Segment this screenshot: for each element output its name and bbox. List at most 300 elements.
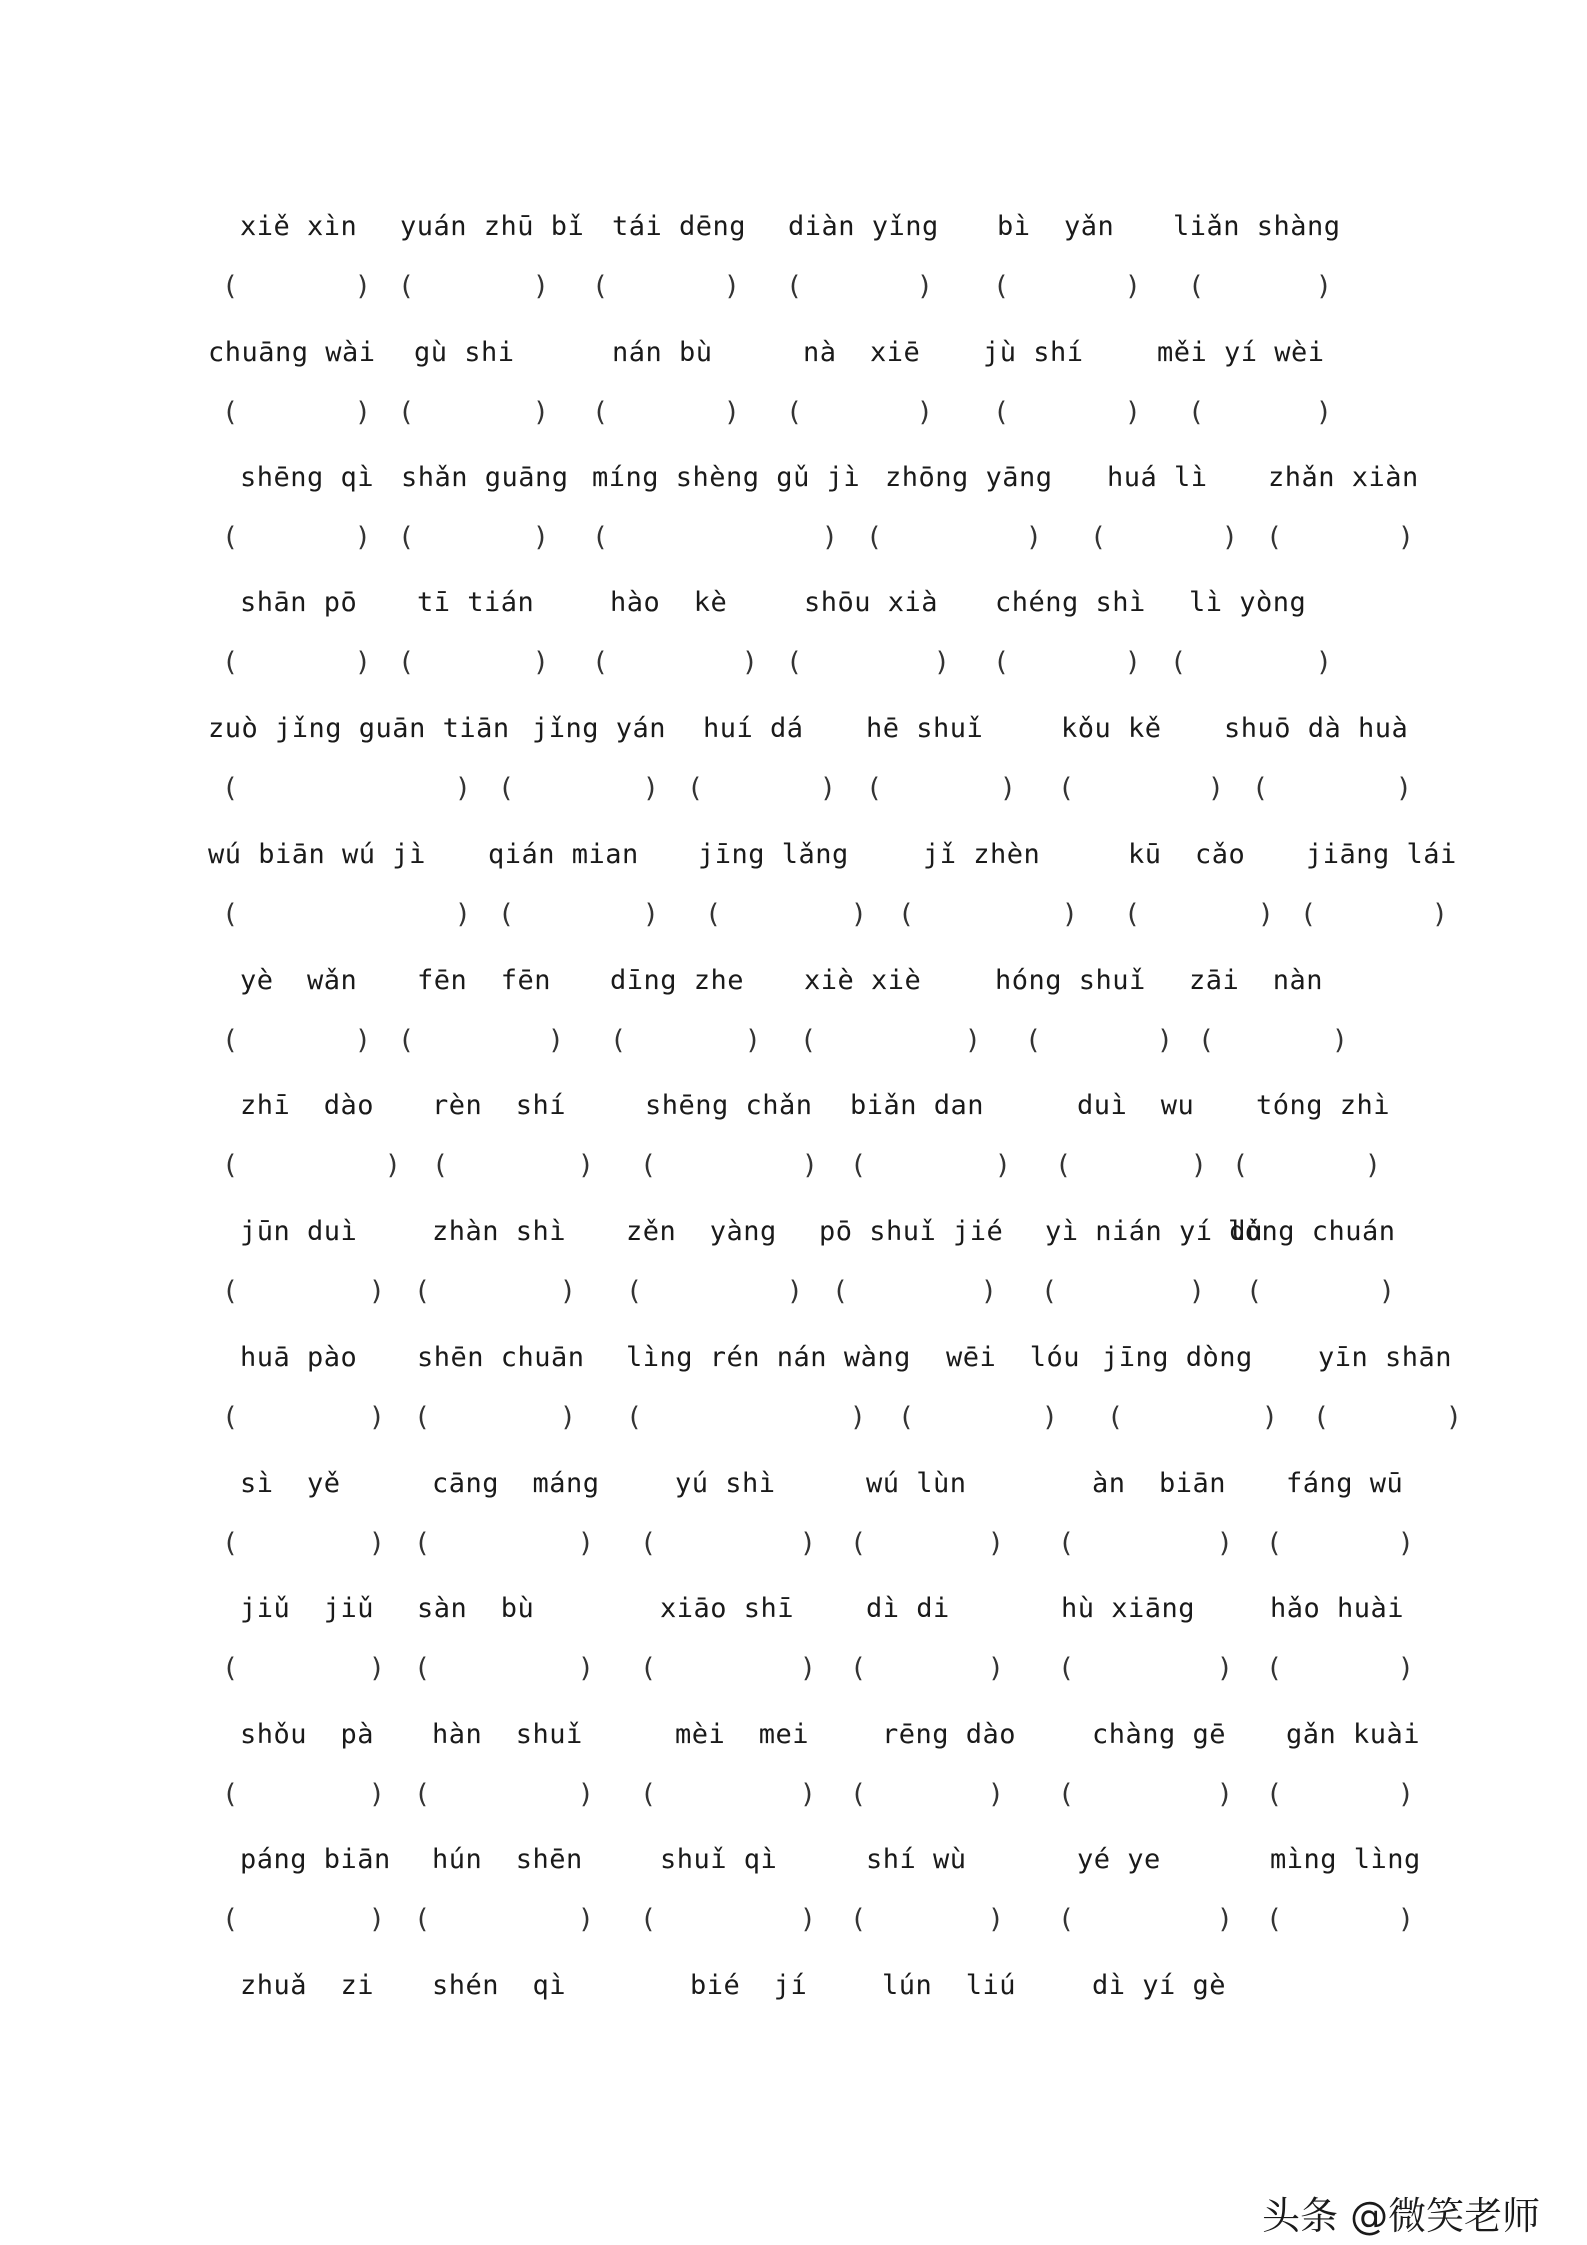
answer-row <box>0 643 1587 683</box>
close-bracket: ) <box>819 773 836 804</box>
open-bracket: ( <box>414 1276 431 1307</box>
answer-blank[interactable] <box>222 769 471 809</box>
answer-blank[interactable] <box>398 643 549 683</box>
answer-blank[interactable] <box>222 1146 401 1186</box>
pinyin-word: hù xiāng <box>1061 1593 1196 1624</box>
close-bracket: ) <box>1315 271 1332 302</box>
pinyin-word: dì yí gè <box>1092 1970 1227 2001</box>
close-bracket: ) <box>850 899 867 930</box>
open-bracket: ( <box>640 1904 657 1935</box>
pinyin-word: yè wǎn <box>240 965 358 996</box>
answer-blank[interactable] <box>993 267 1141 307</box>
pinyin-word: xiě xìn <box>240 211 358 242</box>
answer-blank[interactable] <box>640 1900 816 1940</box>
open-bracket: ( <box>1107 1402 1124 1433</box>
answer-blank[interactable] <box>786 393 933 433</box>
answer-blank[interactable] <box>898 895 1078 935</box>
answer-blank[interactable] <box>1232 1146 1381 1186</box>
close-bracket: ) <box>1216 1779 1233 1810</box>
close-bracket: ) <box>354 522 371 553</box>
close-bracket: ) <box>849 1402 866 1433</box>
open-bracket: ( <box>1188 397 1205 428</box>
close-bracket: ) <box>354 647 371 678</box>
open-bracket: ( <box>222 1904 239 1935</box>
pinyin-row <box>0 1715 1587 1755</box>
open-bracket: ( <box>498 899 515 930</box>
pinyin-word: nà xiē <box>803 337 921 368</box>
close-bracket: ) <box>916 397 933 428</box>
answer-blank[interactable] <box>1055 1146 1207 1186</box>
close-bracket: ) <box>799 1653 816 1684</box>
close-bracket: ) <box>354 1025 371 1056</box>
close-bracket: ) <box>1188 1276 1205 1307</box>
open-bracket: ( <box>592 271 609 302</box>
pinyin-word: jù shí <box>983 337 1084 368</box>
close-bracket: ) <box>577 1653 594 1684</box>
answer-blank[interactable] <box>222 1272 385 1312</box>
close-bracket: ) <box>987 1904 1004 1935</box>
open-bracket: ( <box>866 773 883 804</box>
open-bracket: ( <box>1170 647 1187 678</box>
answer-blank[interactable] <box>222 1775 385 1815</box>
close-bracket: ) <box>1397 1904 1414 1935</box>
close-bracket: ) <box>1216 1904 1233 1935</box>
answer-blank[interactable] <box>993 393 1141 433</box>
open-bracket: ( <box>850 1150 867 1181</box>
open-bracket: ( <box>1266 1904 1283 1935</box>
pinyin-row <box>0 1840 1587 1880</box>
open-bracket: ( <box>222 1779 239 1810</box>
open-bracket: ( <box>1198 1025 1215 1056</box>
pinyin-word: wú biān wú jì <box>208 839 426 870</box>
answer-blank[interactable] <box>786 643 950 683</box>
open-bracket: ( <box>610 1025 627 1056</box>
answer-row <box>0 267 1587 307</box>
open-bracket: ( <box>222 1653 239 1684</box>
open-bracket: ( <box>640 1653 657 1684</box>
answer-blank[interactable] <box>850 1900 1004 1940</box>
answer-blank[interactable] <box>498 769 659 809</box>
pinyin-word: tóng zhì <box>1256 1090 1391 1121</box>
pinyin-word: zhàn shì <box>432 1216 567 1247</box>
answer-blank[interactable] <box>222 393 371 433</box>
answer-blank[interactable] <box>993 643 1141 683</box>
close-bracket: ) <box>1124 647 1141 678</box>
pinyin-word: fáng wū <box>1286 1468 1404 1499</box>
pinyin-word: qián mian <box>488 839 639 870</box>
pinyin-row <box>0 458 1587 498</box>
open-bracket: ( <box>850 1528 867 1559</box>
open-bracket: ( <box>786 647 803 678</box>
pinyin-word: shuō dà huà <box>1224 713 1409 744</box>
pinyin-word: sàn bù <box>417 1593 535 1624</box>
answer-blank[interactable] <box>1266 1900 1414 1940</box>
close-bracket: ) <box>577 1150 594 1181</box>
pinyin-word: lì yòng <box>1189 587 1307 618</box>
answer-row <box>0 518 1587 558</box>
answer-blank[interactable] <box>898 1398 1058 1438</box>
open-bracket: ( <box>222 1276 239 1307</box>
close-bracket: ) <box>1025 522 1042 553</box>
pinyin-word: yé ye <box>1077 1844 1161 1875</box>
answer-blank[interactable] <box>850 1146 1011 1186</box>
pinyin-word: měi yí wèi <box>1157 337 1325 368</box>
pinyin-word: kǒu kě <box>1061 713 1162 744</box>
pinyin-word: nán bù <box>612 337 713 368</box>
answer-blank[interactable] <box>850 1649 1004 1689</box>
answer-blank[interactable] <box>1041 1272 1205 1312</box>
pinyin-word: duì wu <box>1077 1090 1195 1121</box>
answer-blank[interactable] <box>1058 1900 1233 1940</box>
pinyin-word: shēn chuān <box>417 1342 585 1373</box>
open-bracket: ( <box>832 1276 849 1307</box>
answer-blank[interactable] <box>1107 1398 1278 1438</box>
pinyin-word: kū cǎo <box>1128 839 1246 870</box>
pinyin-word: lìng rén nán wàng <box>626 1342 911 1373</box>
close-bracket: ) <box>384 1150 401 1181</box>
pinyin-word: zhōng yāng <box>885 462 1053 493</box>
open-bracket: ( <box>786 271 803 302</box>
pinyin-word: chàng gē <box>1092 1719 1227 1750</box>
answer-blank[interactable] <box>786 267 933 307</box>
close-bracket: ) <box>368 1653 385 1684</box>
close-bracket: ) <box>532 522 549 553</box>
pinyin-word: zhǎn xiàn <box>1268 462 1419 493</box>
answer-blank[interactable] <box>1188 393 1332 433</box>
pinyin-word: pō shuǐ jié <box>819 1216 1004 1247</box>
open-bracket: ( <box>626 1402 643 1433</box>
open-bracket: ( <box>1090 522 1107 553</box>
open-bracket: ( <box>222 397 239 428</box>
pinyin-word: huá lì <box>1107 462 1208 493</box>
close-bracket: ) <box>559 1276 576 1307</box>
close-bracket: ) <box>577 1779 594 1810</box>
answer-row <box>0 895 1587 935</box>
open-bracket: ( <box>1232 1150 1249 1181</box>
pinyin-word: wú lùn <box>866 1468 967 1499</box>
close-bracket: ) <box>1221 522 1238 553</box>
pinyin-word: hǎo huài <box>1270 1593 1405 1624</box>
close-bracket: ) <box>799 1528 816 1559</box>
pinyin-word: zāi nàn <box>1189 965 1324 996</box>
answer-blank[interactable] <box>1266 1649 1414 1689</box>
pinyin-word: tái dēng <box>612 211 747 242</box>
pinyin-word: míng shèng gǔ jì <box>592 462 861 493</box>
answer-row <box>0 1775 1587 1815</box>
open-bracket: ( <box>640 1779 657 1810</box>
answer-blank[interactable] <box>592 643 758 683</box>
pinyin-word: hàn shuǐ <box>432 1719 583 1750</box>
pinyin-word: jǐng yán <box>532 713 667 744</box>
answer-blank[interactable] <box>626 1272 803 1312</box>
open-bracket: ( <box>398 397 415 428</box>
answer-blank[interactable] <box>1124 895 1274 935</box>
answer-blank[interactable] <box>592 518 838 558</box>
answer-row <box>0 1146 1587 1186</box>
pinyin-word: shēng chǎn <box>645 1090 813 1121</box>
close-bracket: ) <box>1261 1402 1278 1433</box>
open-bracket: ( <box>398 647 415 678</box>
close-bracket: ) <box>368 1276 385 1307</box>
close-bracket: ) <box>999 773 1016 804</box>
pinyin-word: liǎn shàng <box>1173 211 1341 242</box>
pinyin-word: xiāo shī <box>660 1593 795 1624</box>
close-bracket: ) <box>1156 1025 1173 1056</box>
answer-blank[interactable] <box>1266 1524 1414 1564</box>
pinyin-word: huí dá <box>703 713 804 744</box>
answer-blank[interactable] <box>1266 518 1414 558</box>
answer-row <box>0 1524 1587 1564</box>
answer-blank[interactable] <box>398 518 549 558</box>
pinyin-word: bì yǎn <box>997 211 1115 242</box>
pinyin-word: shí wù <box>866 1844 967 1875</box>
close-bracket: ) <box>994 1150 1011 1181</box>
pinyin-word: mèi mei <box>675 1719 810 1750</box>
pinyin-word: jiāng lái <box>1306 839 1457 870</box>
open-bracket: ( <box>898 1402 915 1433</box>
answer-blank[interactable] <box>414 1398 576 1438</box>
close-bracket: ) <box>1190 1150 1207 1181</box>
answer-blank[interactable] <box>640 1649 816 1689</box>
answer-blank[interactable] <box>1025 1021 1173 1061</box>
open-bracket: ( <box>1124 899 1141 930</box>
open-bracket: ( <box>1058 1904 1075 1935</box>
pinyin-word: hún shēn <box>432 1844 583 1875</box>
open-bracket: ( <box>866 522 883 553</box>
answer-blank[interactable] <box>705 895 867 935</box>
pinyin-word: shǒu pà <box>240 1719 375 1750</box>
answer-blank[interactable] <box>414 1775 594 1815</box>
open-bracket: ( <box>1025 1025 1042 1056</box>
pinyin-word: zhī dào <box>240 1090 375 1121</box>
close-bracket: ) <box>786 1276 803 1307</box>
close-bracket: ) <box>642 899 659 930</box>
open-bracket: ( <box>1252 773 1269 804</box>
close-bracket: ) <box>1397 1653 1414 1684</box>
answer-blank[interactable] <box>398 1021 564 1061</box>
open-bracket: ( <box>1246 1276 1263 1307</box>
close-bracket: ) <box>454 773 471 804</box>
pinyin-row <box>0 1212 1587 1252</box>
close-bracket: ) <box>799 1904 816 1935</box>
pinyin-word: wēi lóu <box>946 1342 1081 1373</box>
close-bracket: ) <box>532 271 549 302</box>
answer-blank[interactable] <box>640 1775 816 1815</box>
pinyin-word: cāng máng <box>432 1468 600 1499</box>
answer-blank[interactable] <box>432 1146 594 1186</box>
close-bracket: ) <box>1124 271 1141 302</box>
close-bracket: ) <box>744 1025 761 1056</box>
open-bracket: ( <box>1055 1150 1072 1181</box>
open-bracket: ( <box>414 1402 431 1433</box>
pinyin-word: bié jí <box>690 1970 808 2001</box>
answer-blank[interactable] <box>640 1524 816 1564</box>
pinyin-word: jīng dòng <box>1102 1342 1253 1373</box>
open-bracket: ( <box>993 647 1010 678</box>
open-bracket: ( <box>1058 1779 1075 1810</box>
pinyin-word: shén qì <box>432 1970 567 2001</box>
close-bracket: ) <box>1315 647 1332 678</box>
open-bracket: ( <box>414 1653 431 1684</box>
answer-blank[interactable] <box>222 1398 385 1438</box>
pinyin-word: jiǔ jiǔ <box>240 1593 375 1624</box>
open-bracket: ( <box>786 397 803 428</box>
pinyin-word: yīn shān <box>1318 1342 1453 1373</box>
close-bracket: ) <box>723 397 740 428</box>
answer-blank[interactable] <box>850 1524 1004 1564</box>
pinyin-row <box>0 709 1587 749</box>
answer-blank[interactable] <box>640 1146 818 1186</box>
pinyin-word: zuò jǐng guān tiān <box>208 713 510 744</box>
close-bracket: ) <box>916 271 933 302</box>
close-bracket: ) <box>532 397 549 428</box>
answer-blank[interactable] <box>414 1272 576 1312</box>
close-bracket: ) <box>354 397 371 428</box>
answer-blank[interactable] <box>1266 1775 1414 1815</box>
answer-row <box>0 1272 1587 1312</box>
pinyin-word: shuǐ qì <box>660 1844 778 1875</box>
answer-blank[interactable] <box>832 1272 997 1312</box>
pinyin-word: gù shi <box>414 337 515 368</box>
answer-blank[interactable] <box>498 895 659 935</box>
open-bracket: ( <box>592 522 609 553</box>
pinyin-word: huā pào <box>240 1342 358 1373</box>
close-bracket: ) <box>1397 1779 1414 1810</box>
answer-blank[interactable] <box>398 267 549 307</box>
answer-blank[interactable] <box>1058 1524 1233 1564</box>
answer-blank[interactable] <box>222 1900 385 1940</box>
pinyin-word: zěn yàng <box>626 1216 777 1247</box>
answer-row <box>0 1649 1587 1689</box>
close-bracket: ) <box>1395 773 1412 804</box>
pinyin-word: hóng shuǐ <box>995 965 1146 996</box>
answer-blank[interactable] <box>1058 1775 1233 1815</box>
answer-blank[interactable] <box>222 518 371 558</box>
close-bracket: ) <box>577 1528 594 1559</box>
answer-blank[interactable] <box>626 1398 866 1438</box>
open-bracket: ( <box>1058 773 1075 804</box>
answer-blank[interactable] <box>850 1775 1004 1815</box>
pinyin-word: gǎn kuài <box>1286 1719 1421 1750</box>
pinyin-word: yì nián yí dù <box>1045 1216 1263 1247</box>
open-bracket: ( <box>640 1528 657 1559</box>
answer-blank[interactable] <box>222 895 471 935</box>
close-bracket: ) <box>1378 1276 1395 1307</box>
close-bracket: ) <box>368 1779 385 1810</box>
close-bracket: ) <box>801 1150 818 1181</box>
close-bracket: ) <box>454 899 471 930</box>
answer-blank[interactable] <box>222 643 371 683</box>
open-bracket: ( <box>222 1150 239 1181</box>
open-bracket: ( <box>1058 1653 1075 1684</box>
pinyin-word: diàn yǐng <box>788 211 939 242</box>
answer-blank[interactable] <box>1058 1649 1233 1689</box>
answer-blank[interactable] <box>1170 643 1332 683</box>
open-bracket: ( <box>1058 1528 1075 1559</box>
pinyin-row <box>0 961 1587 1001</box>
pinyin-word: mìng lìng <box>1270 1844 1421 1875</box>
open-bracket: ( <box>222 773 239 804</box>
pinyin-row <box>0 1338 1587 1378</box>
pinyin-word: jūn duì <box>240 1216 358 1247</box>
close-bracket: ) <box>1397 1528 1414 1559</box>
answer-blank[interactable] <box>222 267 371 307</box>
answer-blank[interactable] <box>1058 769 1224 809</box>
answer-blank[interactable] <box>687 769 836 809</box>
answer-blank[interactable] <box>414 1524 594 1564</box>
pinyin-word: dì di <box>866 1593 950 1624</box>
close-bracket: ) <box>642 773 659 804</box>
answer-blank[interactable] <box>800 1021 981 1061</box>
close-bracket: ) <box>354 271 371 302</box>
open-bracket: ( <box>398 271 415 302</box>
pinyin-row <box>0 1966 1587 2006</box>
pinyin-word: hē shuǐ <box>866 713 984 744</box>
answer-blank[interactable] <box>398 393 549 433</box>
pinyin-word: rèn shí <box>432 1090 567 1121</box>
answer-blank[interactable] <box>866 518 1042 558</box>
open-bracket: ( <box>398 1025 415 1056</box>
answer-blank[interactable] <box>1188 267 1332 307</box>
answer-blank[interactable] <box>414 1649 594 1689</box>
open-bracket: ( <box>705 899 722 930</box>
answer-blank[interactable] <box>592 393 740 433</box>
close-bracket: ) <box>1397 522 1414 553</box>
close-bracket: ) <box>741 647 758 678</box>
open-bracket: ( <box>222 647 239 678</box>
pinyin-word: shǎn guāng <box>401 462 569 493</box>
close-bracket: ) <box>964 1025 981 1056</box>
answer-blank[interactable] <box>222 1524 385 1564</box>
open-bracket: ( <box>1041 1276 1058 1307</box>
open-bracket: ( <box>592 397 609 428</box>
answer-blank[interactable] <box>222 1021 371 1061</box>
answer-blank[interactable] <box>1300 895 1448 935</box>
close-bracket: ) <box>559 1402 576 1433</box>
answer-blank[interactable] <box>1252 769 1412 809</box>
answer-blank[interactable] <box>1246 1272 1395 1312</box>
pinyin-word: biǎn dan <box>850 1090 985 1121</box>
close-bracket: ) <box>1431 899 1448 930</box>
close-bracket: ) <box>1445 1402 1462 1433</box>
answer-blank[interactable] <box>866 769 1016 809</box>
answer-blank[interactable] <box>222 1649 385 1689</box>
close-bracket: ) <box>1216 1653 1233 1684</box>
pinyin-word: yuán zhū bǐ <box>400 211 585 242</box>
answer-blank[interactable] <box>1090 518 1238 558</box>
pinyin-word: chéng shì <box>995 587 1146 618</box>
answer-blank[interactable] <box>592 267 740 307</box>
answer-blank[interactable] <box>1313 1398 1462 1438</box>
close-bracket: ) <box>1061 899 1078 930</box>
answer-row <box>0 1900 1587 1940</box>
pinyin-word: fēn fēn <box>417 965 552 996</box>
close-bracket: ) <box>723 271 740 302</box>
pinyin-word: àn biān <box>1092 1468 1227 1499</box>
close-bracket: ) <box>1315 397 1332 428</box>
pinyin-word: yú shì <box>675 1468 776 1499</box>
close-bracket: ) <box>532 647 549 678</box>
open-bracket: ( <box>398 522 415 553</box>
answer-blank[interactable] <box>610 1021 761 1061</box>
answer-blank[interactable] <box>1198 1021 1348 1061</box>
pinyin-word: shēng qì <box>240 462 375 493</box>
answer-blank[interactable] <box>414 1900 594 1940</box>
pinyin-row <box>0 583 1587 623</box>
open-bracket: ( <box>800 1025 817 1056</box>
open-bracket: ( <box>498 773 515 804</box>
close-bracket: ) <box>1041 1402 1058 1433</box>
